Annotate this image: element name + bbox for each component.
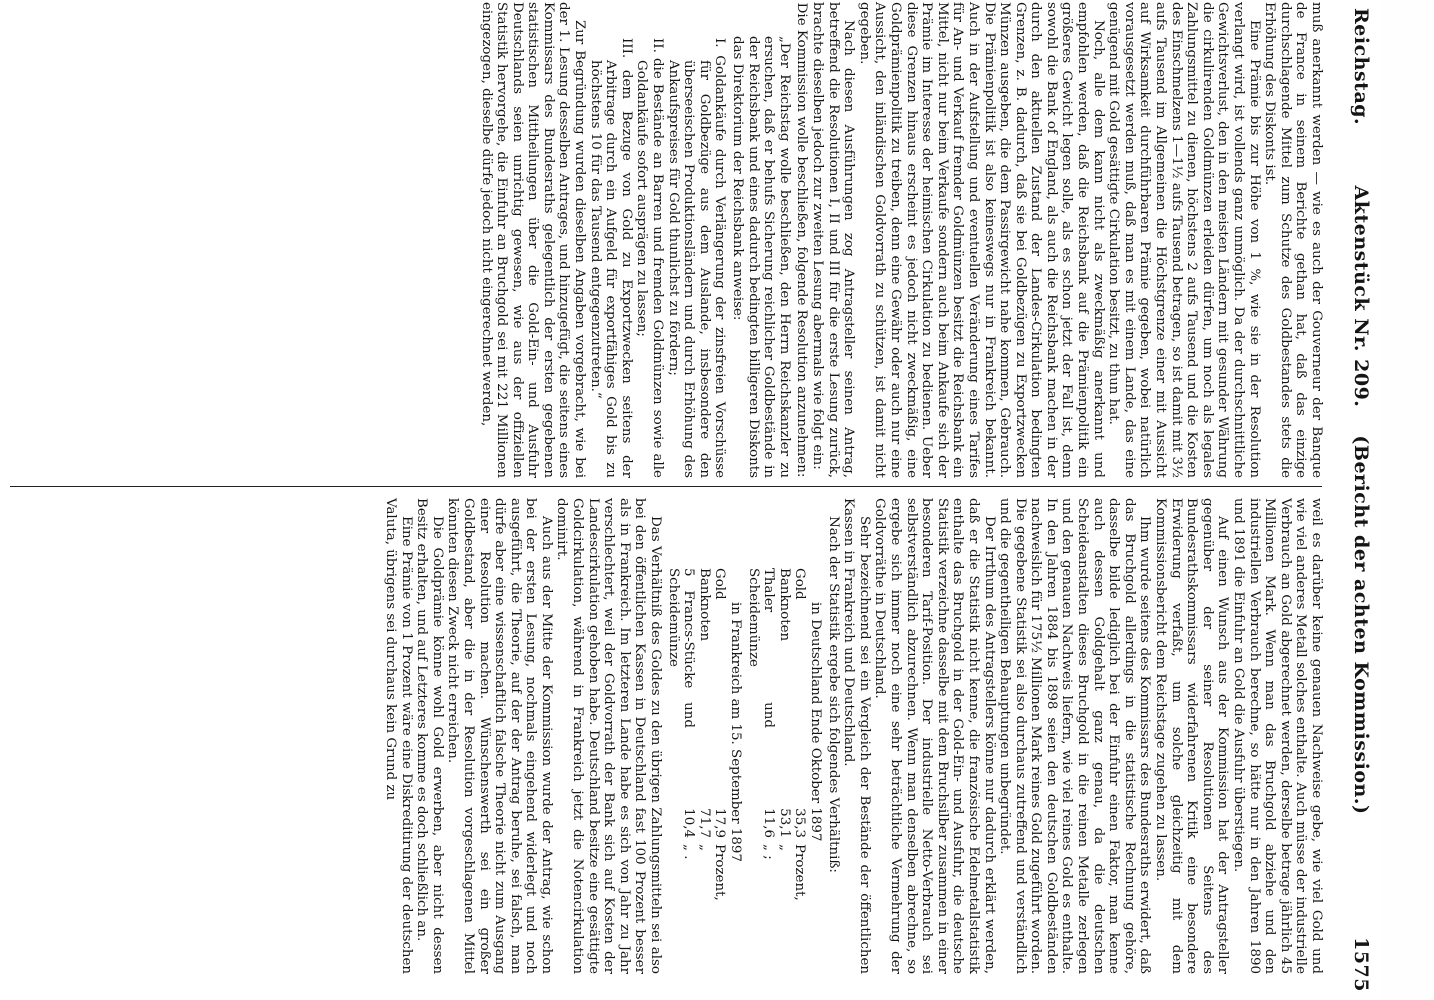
- paragraph: Ihm wurde seitens des Kommissars des Bundesraths erwidert, daß das Bruchgold allerdings in die statistische Rechnung gehöre, dasselbe bilde lediglich bei der Einfuhr einen Faktor, man kenne auch dessen Goldgehalt ganz genau, da die deutschen Scheideanstalten dieses Bruchgold in die reinen Metalle zerlegen und den genauen Nachweis liefern, wie viel reines Gold es enthalte. In den Jahren 1884 bis 1898 seien den deutschen Goldbeständen nachweislich für 175½ Millionen Mark reines Gold zugeführt worden. Die gegebene Statistik sei also durchaus zutreffend und verständlich und die gegentheiligen Behauptungen unbegründet.: [997, 498, 1153, 974]
- stats-unit: „: [776, 844, 792, 851]
- paragraph: weil es darüber keine genauen Nachweise gebe, wie viel Gold und wie viel anderes Metall solches enthalte. Auch müsse der industrielle Verbrauch an Gold abgerechnet werden, derselbe betrage jährlich 45 Millionen Mark. Wenn man das Bruchgold abziehe und den industriellen Verbrauch berechne, so hätte nur in den Jahren 1890 und 1891 die Einfuhr an Gold die Ausfuhr überstiegen.: [1231, 498, 1324, 974]
- stats-table-row: [712, 498, 728, 974]
- resolution-item: I. Goldankäufe durch Verlängerung der zinsfreien Vorschüsse für Goldbezüge aus dem Auslande, insbesondere den überseeischen Produktionsländern und durch Erhöhung des Ankaufspreises für Gold thunlichst zu fördern;: [665, 38, 728, 478]
- right-column: [382, 498, 1324, 974]
- stats-value: 71,7: [696, 808, 712, 838]
- resolution-item: II. die Bestände an Barren und fremden Goldmünzen sowie alle Goldankäufe sofort ausprägen zu lassen;: [634, 38, 666, 478]
- stats-unit: „ .: [681, 844, 697, 860]
- stats-unit: Prozent,: [792, 844, 808, 901]
- paragraph: Eine Prämie von 1 Prozent wäre eine Diskreditirung der deutschen Valuta, übrigens sei durchaus kein Grund zu: [382, 498, 414, 974]
- stats-unit: „: [696, 844, 712, 851]
- stats-value: 35,3: [792, 808, 808, 838]
- paragraph: Der Irrthum des Antragstellers könne nur dadurch erklärt werden, daß er die Statistik nicht kenne, die französische Edelmetallstatistik enthalte das Bruchgold in der Gold-Ein- und Ausfuhr, die deutsche Statistik verzeichne dasselbe mit dem Bruchsilber zusammen in einer besonderen Tarif-Position. Der industrielle Netto-Verbrauch sei selbstverständlich abzurechnen. Wenn man denselben abrechne, so ergebe sich immer noch eine sehr beträchtliche Vermehrung der Goldvorräthe in Deutschland.: [872, 498, 997, 974]
- page-header: [1336, 0, 1380, 1000]
- stats-unit: „ ;: [761, 844, 777, 860]
- paragraph: Die Goldprämie könne wohl Gold erwerben, aber nicht dessen Besitz erhalten, und auf Letzteres komme es doch schließlich an.: [414, 498, 445, 974]
- stats-label: Thaler und Scheidemünze: [745, 568, 777, 728]
- paragraph: Das Verhältniß des Goldes zu den übrigen Zahlungsmitteln sei also bei den öffentlichen Kassen in Deutschland fast 100 Prozent besser als in Frankreich. Im letzteren Lande habe es sich von Jahr zu Jahr verschlechtert, weil der Goldvorrath der Bank sich auf Kosten der Landescirkulation gehoben habe. Deutschland besitze eine gesättigte Goldcirkulation, während in Frankreich jetzt die Notencirkulation dominirt.: [554, 498, 664, 974]
- paragraph: Nach diesen Ausführungen zog Antragsteller seinen Antrag, betreffend die Resolutionen I, II und III für die erste Lesung zurück, brachte dieselben jedoch zur zweiten Lesung abermals wie folgt ein:: [810, 2, 857, 478]
- stats-value: 53,1: [776, 808, 792, 838]
- paragraph: Auf einen Wunsch aus der Kommission hat der Antragsteller gegenüber der seiner Resolutionen Seitens des Bundesrathskommissars widerfahrenen Kritik eine besondere Erwiderung verfaßt, um solche gleichzeitig mit dem Kommissionsbericht dem Reichstage zugehen zu lassen.: [1153, 498, 1231, 974]
- header-doc: Aktenstück Nr. 209.: [1350, 185, 1372, 408]
- stats-label: Banknoten: [776, 568, 792, 642]
- left-column: [478, 2, 1324, 478]
- page-number: 1575: [1350, 937, 1372, 992]
- paragraph: Zur Begründung wurden dieselben Angaben vorgebracht, wie bei der 1. Lesung desselben Antrages, und hinzugefügt, die seitens eines Kommissars des Bundesraths gelegentlich der ersten gegebenen statistischen Mittheilungen über die Gold-Ein- und Ausfuhr Deutschlands seien unrichtig gewesen, wie aus der offiziellen Statistik hervorgehe, die Einfuhr an Bruchgold sei mit 221 Millionen eingezogen, dieselbe dürfe jedoch nicht eingerechnet werden,: [478, 2, 588, 478]
- stats-table-row: [696, 498, 712, 974]
- paragraph: Nach der Statistik ergebe sich folgendes Verhältniß:: [825, 516, 841, 873]
- header-left: Reichstag.: [1350, 8, 1372, 126]
- stats-table-heading: in Frankreich am 15. September 1897: [728, 602, 744, 862]
- stats-table: [745, 498, 823, 974]
- paragraph: Noch, alle dem kann nicht als zweckmäßig anerkannt und empfohlen werden, daß die Reichsbank auf die Prämienpolitik ein größeres Gewicht legen solle, als es schon jetzt der Fall ist, denn sowohl die Bank of England, als auch die Reichsbank machen in der durch den aktuellen Zustand der Landes-Cirkulation bedingten Grenzen, z. B. dadurch, daß sie bei Goldbezügen zu Exportzwecken Münzen ausgeben, die dem Passirgewicht nahe kommen, Gebrauch. Die Prämienpolitik ist also keineswegs nur in Frankreich bekannt. Auch in der Aufstellung und eventuellen Veränderung eines Tarifes für An- und Verkauf fremder Goldmünzen besitzt die Reichsbank ein Mittel, nicht nur beim Verkaufe sondern auch beim Ankaufe sich der Prämie im Interesse der heimischen Cirkulation zu bedienen. Ueber diese Grenzen hinaus erscheint es jedoch nicht zweckmäßig, eine Goldprämienpolitik zu treiben, denn eine Gewähr oder auch nur eine Aussicht, den inländischen Goldvorrath zu schützen, ist damit nicht gegeben.: [856, 2, 1106, 478]
- header-center: [1350, 0, 1372, 1000]
- stats-unit: Prozent,: [712, 844, 728, 901]
- paragraph: Auch aus der Mitte der Kommission wurde der Antrag, wie schon bei der ersten Lesung, nochmals eingehend widerlegt und noch ausgeführt, die Theorie, auf der der Antrag beruhe, sei falsch, man dürfe aber eine wissenschaftlich falsche Theorie nicht zum Ausgang einer Resolution machen. Wünschenswerth sei ein großer Goldbestand, aber die in der Resolution vorgeschlagenen Mittel könnten diesen Zweck nicht erreichen.: [445, 498, 554, 974]
- stats-table-row: [776, 498, 792, 974]
- stats-table-row: [792, 498, 808, 974]
- stats-table-row: [665, 498, 696, 974]
- stats-label: Banknoten: [696, 568, 712, 642]
- stats-label: 5 Francs-Stücke und Scheidemünze: [665, 568, 697, 728]
- paragraph: Sehr bezeichnend sei ein Vergleich der Bestände der öffentlichen Kassen in Frankreich und Deutschland.: [841, 498, 872, 974]
- stats-value: 17,9: [712, 808, 728, 838]
- stats-value: 10,4: [681, 808, 697, 838]
- stats-value: 11,6: [761, 808, 777, 838]
- resolution-text: „Der Reichstag wolle beschließen, den Herrn Reichskanzler zu ersuchen, daß er behufs Sicherung reichlicher Goldbestände in der Reichsbank und eines dadurch bedingten billigeren Diskonts das Direktorium der Reichsbank anweise:: [730, 36, 792, 478]
- stats-label: Gold: [792, 568, 808, 600]
- stats-table-row: [745, 498, 776, 974]
- column-divider: [10, 486, 1322, 487]
- header-section: (Bericht der achten Kommission.): [1350, 435, 1372, 815]
- paragraph: Eine Prämie bis zur Höhe von 1 %, wie sie in der Resolution verlangt wird, ist vollends ganz unmöglich. Da der durchschnittliche Gewichtsverlust, den in den meisten Ländern mit gesunder Währung die cirkulirenden Goldmünzen erleiden dürfen, um noch als legales Zahlungsmittel zu dienen, höchstens 2 aufs Tausend und die Kosten des Einschmelzens 1—1½ aufs Tausend betragen, so ist damit mit 3½ aufs Tausend im Allgemeinen die Höchstgrenze einer mit Aussicht auf Wirksamkeit durchführbaren Prämie gegeben, wobei natürlich vorausgesetzt werden muß, daß man es mit einem Lande, das eine genügend mit Gold gesättigte Cirkulation besitzt, zu thun hat.: [1106, 2, 1262, 478]
- stats-table-heading: in Deutschland Ende Oktober 1897: [808, 602, 823, 842]
- stats-table: [665, 498, 743, 974]
- paragraph: Die Kommission wolle beschließen, folgende Resolution anzunehmen:: [794, 2, 810, 478]
- resolution-item: III. dem Bezuge von Gold zu Exportzwecken seitens der Arbitrage durch ein Aufgeld für exportfähiges Gold bis zu höchstens 10 für das Tausend entgegenzutreten.“: [587, 38, 634, 478]
- stats-label: Gold: [712, 568, 728, 600]
- paragraph: muß anerkannt werden — wie es auch der Gouverneur der Banque de France in seinem Berichte gethan hat, daß das einzige durchschlagende Mittel zum Schutze des Goldbestandes stets die Erhöhung des Diskonts ist.: [1262, 2, 1324, 478]
